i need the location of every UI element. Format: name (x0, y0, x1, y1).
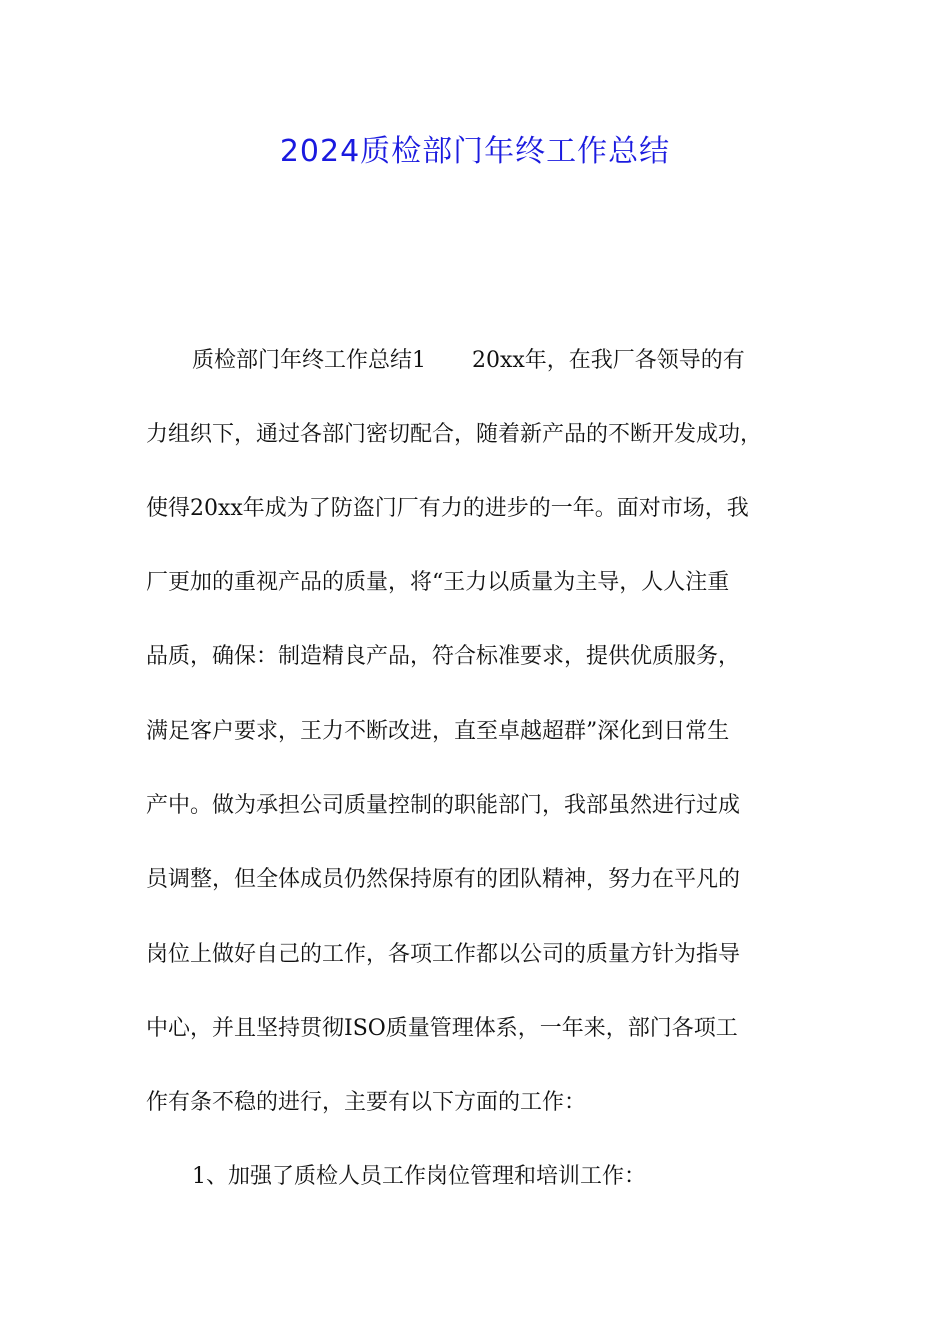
paragraph-line-3: 使得20xx年成为了防盗门厂有力的进步的一年。面对市场，我 (146, 496, 749, 521)
paragraph-line-8: 员调整，但全体成员仍然保持原有的团队精神，努力在平凡的 (146, 867, 741, 892)
paragraph-line-5: 品质，确保：制造精良产品，符合标准要求，提供优质服务， (146, 644, 741, 669)
paragraph-line-1 (192, 346, 872, 376)
document-title: 2024质检部门年终工作总结 (279, 134, 671, 169)
section-heading-1: 1、加强了质检人员工作岗位管理和培训工作： (192, 1164, 646, 1189)
intro-heading: 质检部门年终工作总结1 (192, 348, 426, 373)
paragraph-line-2: 力组织下，通过各部门密切配合，随着新产品的不断开发成功， (146, 422, 763, 447)
paragraph-text: 20xx年，在我厂各领导的有 (472, 348, 745, 373)
paragraph-line-4: 厂更加的重视产品的质量，将“王力以质量为主导，人人注重 (146, 570, 730, 595)
paragraph-line-10: 中心，并且坚持贯彻ISO质量管理体系，一年来，部门各项工 (146, 1016, 738, 1041)
paragraph-line-7: 产中。做为承担公司质量控制的职能部门，我部虽然进行过成 (146, 793, 741, 818)
paragraph-line-6: 满足客户要求，王力不断改进，直至卓越超群”深化到日常生 (146, 719, 730, 744)
paragraph-line-11: 作有条不稳的进行，主要有以下方面的工作： (146, 1090, 587, 1115)
paragraph-line-9: 岗位上做好自己的工作，各项工作都以公司的质量方针为指导 (146, 942, 741, 967)
